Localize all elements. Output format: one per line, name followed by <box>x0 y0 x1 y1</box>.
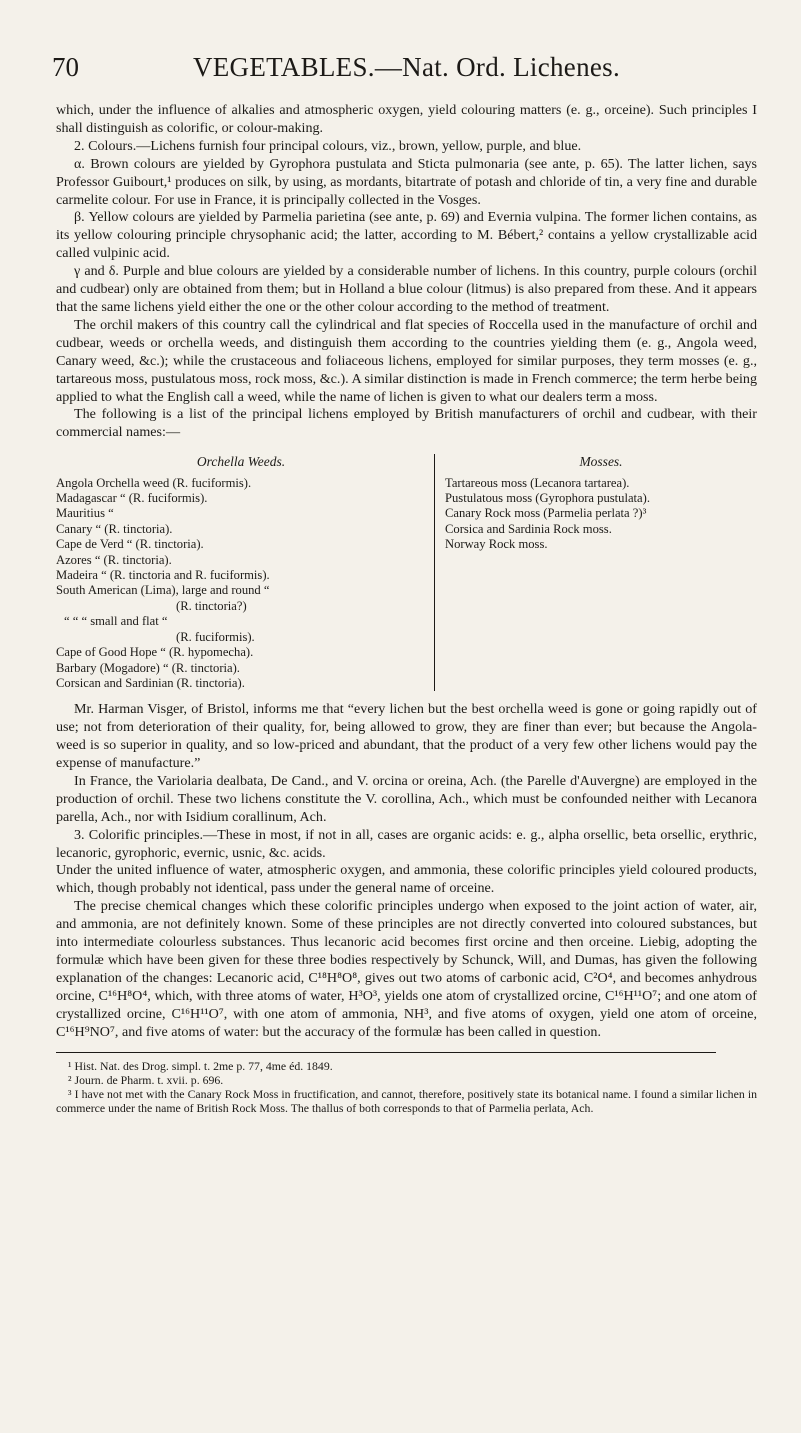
list-item: Norway Rock moss. <box>445 537 548 552</box>
list-item: (R. tinctoria?) <box>176 598 247 613</box>
footnote: ¹ Hist. Nat. des Drog. simpl. t. 2me p. 77, 4me éd. 1849. <box>68 1058 333 1073</box>
list-item: Azores “ (R. tinctoria). <box>56 552 172 567</box>
page-body <box>56 102 757 1115</box>
list-item: Cape de Verd “ (R. tinctoria). <box>56 537 204 552</box>
list-item: Barbary (Mogadore) “ (R. tinctoria). <box>56 660 240 675</box>
paragraph: The orchil makers of this country call the cylindrical and flat species of Roccella used in the manufacture of orchil and cudbear, weeds or orchella weeds, and distinguish them according to the countries yielding them (e. g., Angola weed, Canary weed, &c.); while the crustaceous and foliaceous lichens, employed for similar purposes, they term mosses (e. g., tartareous moss, pustulatous moss, rock moss, &c.). A similar distinction is made in French commerce; the term herbe being applied to what the English call a weed, while the name of lichen is given to what our dealers term a moss. <box>56 316 757 405</box>
list-item: Madagascar “ (R. fuciformis). <box>56 491 208 506</box>
paragraph: 2. Colours.—Lichens furnish four principal colours, viz., brown, yellow, purple, and blue. <box>74 137 582 154</box>
list-item: Madeira “ (R. tinctoria and R. fuciformis). <box>56 568 270 583</box>
list-item: Angola Orchella weed (R. fuciformis). <box>56 475 252 490</box>
paragraph: In France, the Variolaria dealbata, De Cand., and V. orcina or oreina, Ach. (the Parelle d'Auvergne) are employed in the production of orchil. These two lichens constitute the V. corollina, Ach., which must be confounded neither with Lecanora parella, Ach., nor with Isidium corallinum, Ach. <box>56 772 757 825</box>
list-item: South American (Lima), large and round “ <box>56 583 270 598</box>
list-item: Canary “ (R. tinctoria). <box>56 521 173 536</box>
footnote-divider <box>56 1052 716 1053</box>
list-item: Pustulatous moss (Gyrophora pustulata). <box>445 491 650 506</box>
lichen-list <box>56 454 757 691</box>
paragraph: Mr. Harman Visger, of Bristol, informs me that “every lichen but the best orchella weed is gone or going rapidly out of use; not from deterioration of their quality, for, being allowed to grow, they are finer than ever; but because the Angola-weed is so superior in quality, and so low-priced and abundant, that the product of a very few other lichens would pay the expense of manufacture.” <box>56 701 757 772</box>
paragraph: which, under the influence of alkalies and atmospheric oxygen, yield colouring matters (e. g., orceine). Such principles I shall distinguish as colorific, or colour-making. <box>56 102 757 136</box>
paragraph: γ and δ. Purple and blue colours are yielded by a considerable number of lichens. In this country, purple colours (orchil and cudbear) only are obtained from them; but in Holland a blue colour (litmus) is also prepared from these. And it appears that the same lichens yield either the one or the other colour according to the method of treatment. <box>56 263 757 315</box>
page-header <box>52 52 761 92</box>
list-item: Cape of Good Hope “ (R. hypomecha). <box>56 645 254 660</box>
mosses-column <box>435 454 757 691</box>
column-title: Orchella Weeds. <box>196 454 286 470</box>
list-item: Corsican and Sardinian (R. tinctoria). <box>56 675 245 690</box>
paragraph: 3. Colorific principles.—These in most, if not in all, cases are organic acids: e. g., alpha orsellic, beta orsellic, erythric, lecanoric, gyrophoric, evernic, usnic, &c. acids. <box>56 826 757 861</box>
list-item: “ “ “ small and flat “ <box>64 614 168 629</box>
paragraph: The precise chemical changes which these colorific principles undergo when exposed to the joint action of water, air, and ammonia, are not definitely known. Some of these principles are not directly converted into coloured substances, but into intermediate colourless substances. Thus lecanoric acid becomes first orcine and then orceine. Liebig, adopting the formulæ which have been given for these three bodies respectively by Schunck, Will, and Dumas, has given the following explanation of the changes: Lecanoric acid, C¹⁸H⁸O⁸, gives out two atoms of carbonic acid, C²O⁴, and becomes anhydrous orcine, C¹⁶H⁸O⁴, which, with three atoms of water, H³O³, yields one atom of crystallized orcine, C¹⁶H¹¹O⁷; and one atom of crystallized orcine, C¹⁶H¹¹O⁷, with one atom of ammonia, NH³, and five atoms of oxygen, yield one atom of orceine, C¹⁶H⁹NO⁷, and five atoms of water: but the accuracy of the formulæ has been called in question. <box>56 898 757 1040</box>
footnotes <box>56 1059 757 1115</box>
footnote: ³ I have not met with the Canary Rock Moss in fructification, and cannot, therefore, positively state its botanical name. I found a similar lichen in commerce under the name of British Rock Moss. The thallus of both corresponds to that of Parmelia perlata, Ach. <box>56 1086 757 1115</box>
paragraph: Under the united influence of water, atmospheric oxygen, and ammonia, these colorific principles yield coloured products, which, though probably not identical, pass under the general name of orceine. <box>56 862 757 897</box>
list-item: Corsica and Sardinia Rock moss. <box>445 521 612 536</box>
paragraph: α. Brown colours are yielded by Gyrophora pustulata and Sticta pulmonaria (see ante, p. 65). The latter lichen, says Professor Guibourt,¹ produces on silk, by using, as mordants, bitartrate of potash and chloride of tin, a very fine and durable carmelite colour. For use in France, it is principally collected in the Vosges. <box>56 155 757 208</box>
list-item: Mauritius “ <box>56 506 114 521</box>
column-title: Mosses. <box>579 454 623 470</box>
running-head: VEGETABLES.—Nat. Ord. Lichenes. <box>192 52 621 82</box>
list-item: Tartareous moss (Lecanora tartarea). <box>445 475 630 490</box>
paragraph: β. Yellow colours are yielded by Parmelia parietina (see ante, p. 69) and Evernia vulpina. The former lichen contains, as its yellow colouring principle chrysophanic acid; the latter, according to M. Bébert,² contains a yellow crystallizable acid called vulpinic acid. <box>56 209 757 262</box>
list-item: Canary Rock moss (Parmelia perlata ?)³ <box>445 506 647 521</box>
paragraph: The following is a list of the principal lichens employed by British manufacturers of orchil and cudbear, with their commercial names:— <box>56 406 757 441</box>
orchella-weeds-column <box>56 454 435 691</box>
footnote: ² Journ. de Pharm. t. xvii. p. 696. <box>68 1072 224 1087</box>
list-item: (R. fuciformis). <box>176 629 255 644</box>
page-number: 70 <box>52 52 79 82</box>
